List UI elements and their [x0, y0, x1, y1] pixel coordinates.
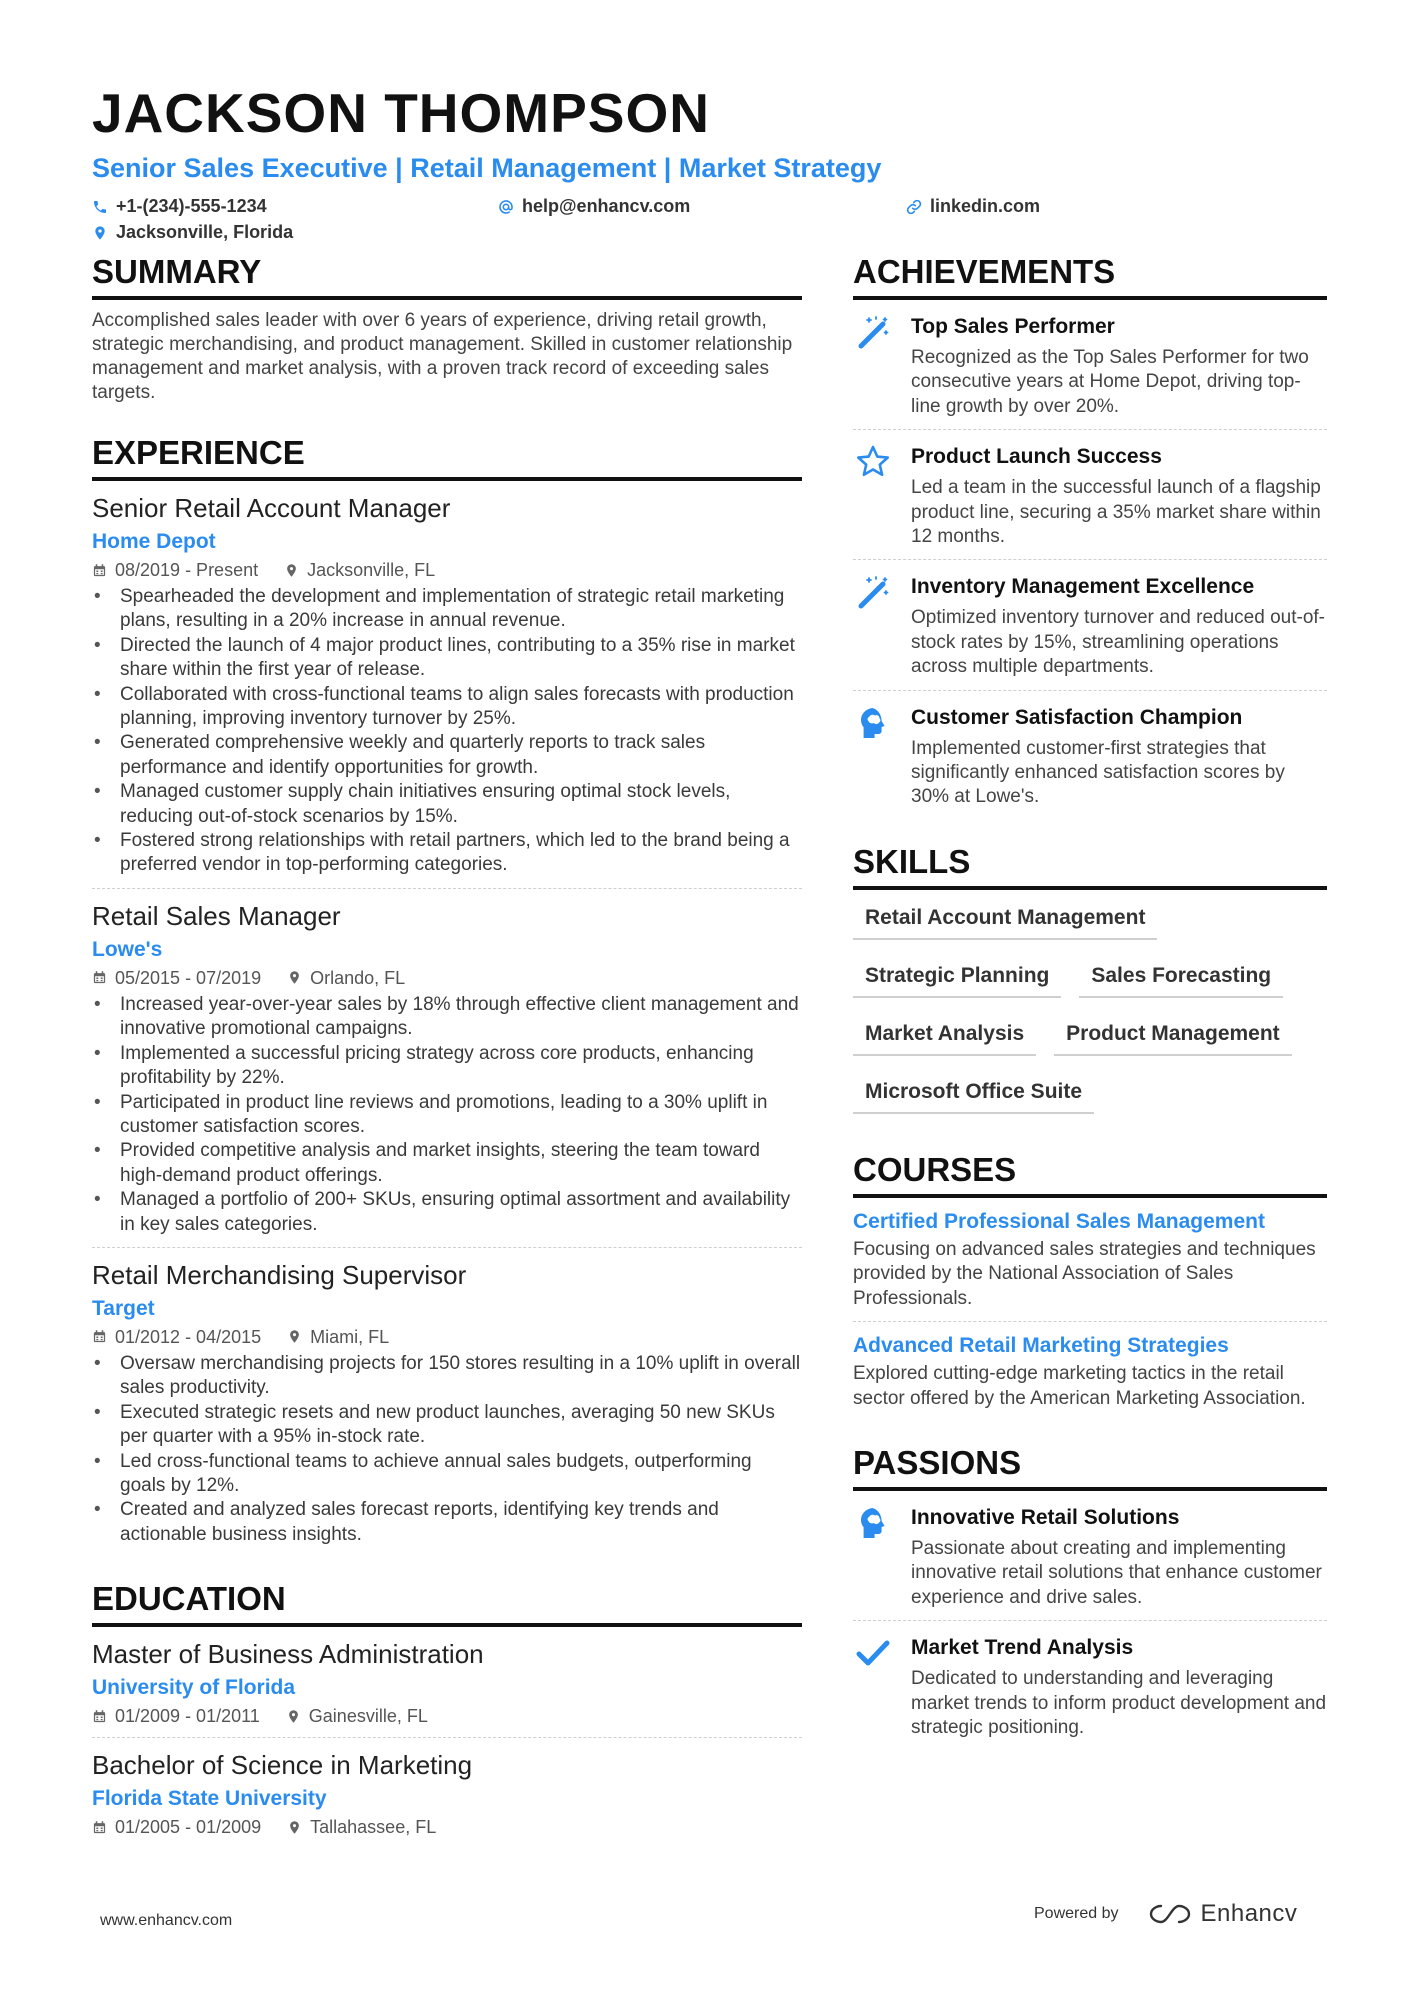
candidate-headline: Senior Sales Executive | Retail Management | Market Strategy	[92, 153, 882, 183]
checkmark-icon	[855, 1635, 891, 1671]
bullet-item: • Increased year-over-year sales by 18% through effective client management and innovative promotional campaigns.	[92, 993, 802, 1042]
linkedin-text: linkedin.com	[930, 196, 1041, 216]
contact-linkedin[interactable]	[906, 196, 1040, 217]
calendar-icon	[92, 1820, 107, 1835]
courses-section	[853, 1150, 1327, 1421]
education-meta	[92, 1814, 802, 1840]
contact-info	[92, 190, 1332, 246]
passion-desc: Dedicated to understanding and leveraging market trends to inform product development and strategic positioning.	[911, 1668, 1327, 1738]
phone-icon	[92, 199, 108, 215]
section-title-summary: SUMMARY	[92, 252, 802, 300]
job-dates: 01/2012 - 04/2015	[115, 1326, 262, 1347]
section-title-achievements: ACHIEVEMENTS	[853, 252, 1327, 300]
job-title: Retail Merchandising Supervisor	[92, 1259, 467, 1290]
bullet-item: • Implemented a successful pricing strategy across core products, enhancing profitability by 22%.	[92, 1042, 802, 1091]
job-dates: 05/2015 - 07/2019	[115, 967, 262, 988]
achievement-title: Customer Satisfaction Champion	[911, 705, 1243, 729]
calendar-icon	[92, 563, 107, 578]
job-location: Miami, FL	[310, 1326, 390, 1347]
job-bullets	[92, 585, 802, 878]
achievement-desc: Led a team in the successful launch of a flagship product line, securing a 35% market share within 12 months.	[911, 477, 1321, 548]
achievement-title: Inventory Management Excellence	[911, 575, 1255, 599]
enhancv-brand[interactable]	[1147, 1900, 1298, 1928]
job-meta	[92, 965, 802, 991]
skill-tag: Microsoft Office Suite	[853, 1070, 1094, 1114]
calendar-icon	[92, 1329, 107, 1344]
skill-tag: Retail Account Management	[853, 896, 1157, 940]
course-item	[853, 1198, 1327, 1322]
section-title-passions: PASSIONS	[853, 1443, 1327, 1491]
company-name: Lowe's	[92, 937, 163, 961]
summary-section	[92, 252, 802, 405]
email-text: help@enhancv.com	[522, 196, 691, 216]
head-brain-icon	[855, 1505, 891, 1541]
section-title-skills: SKILLS	[853, 842, 1327, 890]
degree-title: Master of Business Administration	[92, 1639, 484, 1670]
magic-wand-icon	[855, 314, 891, 350]
passion-title: Innovative Retail Solutions	[911, 1505, 1180, 1529]
job-bullets	[92, 1352, 802, 1547]
experience-entry	[92, 1248, 802, 1557]
course-title: Certified Professional Sales Management	[853, 1209, 1265, 1233]
section-title-education: EDUCATION	[92, 1579, 802, 1627]
job-title: Senior Retail Account Manager	[92, 493, 451, 523]
powered-by-label: Powered by	[1034, 1905, 1119, 1922]
location-pin-icon	[287, 970, 302, 985]
skill-tag: Product Management	[1054, 1012, 1292, 1056]
bullet-item: • Managed customer supply chain initiatives ensuring optimal stock levels, reducing out-of-stock scenarios by 15%.	[92, 780, 802, 829]
star-icon	[855, 444, 891, 480]
experience-entry	[92, 889, 802, 1248]
passion-desc: Passionate about creating and implementing innovative retail solutions that enhance customer experience and drive sales.	[911, 1537, 1322, 1608]
course-title: Advanced Retail Marketing Strategies	[853, 1334, 1229, 1358]
achievement-title: Top Sales Performer	[911, 315, 1115, 338]
bullet-item: • Directed the launch of 4 major product lines, contributing to a 35% rise in market share within the first year of release.	[92, 634, 802, 683]
experience-section	[92, 433, 802, 1557]
experience-entry	[92, 481, 802, 889]
achievement-desc: Recognized as the Top Sales Performer for two consecutive years at Home Depot, driving top-line growth by over 20%.	[911, 347, 1309, 417]
course-desc: Focusing on advanced sales strategies and techniques provided by the National Association of Sales Professionals.	[853, 1238, 1316, 1309]
footer-website[interactable]: www.enhancv.com	[100, 1912, 233, 1929]
calendar-icon	[92, 970, 107, 985]
achievement-desc: Implemented customer-first strategies that significantly enhanced satisfaction scores by 30% at Lowe's.	[911, 737, 1285, 808]
location-pin-icon	[287, 1329, 302, 1344]
passion-title: Market Trend Analysis	[911, 1636, 1134, 1660]
section-title-courses: COURSES	[853, 1150, 1327, 1198]
left-column	[92, 252, 802, 1870]
achievement-item	[853, 560, 1327, 690]
job-meta	[92, 557, 802, 583]
education-meta	[92, 1703, 802, 1729]
job-dates: 08/2019 - Present	[115, 560, 259, 580]
phone-text: +1-(234)-555-1234	[116, 196, 267, 216]
contact-location	[92, 222, 293, 243]
achievement-item	[853, 691, 1327, 820]
head-brain-icon	[855, 705, 891, 741]
education-dates: 01/2009 - 01/2011	[115, 1706, 260, 1727]
footer-branding	[1034, 1900, 1297, 1928]
job-bullets	[92, 993, 802, 1237]
bullet-item: • Collaborated with cross-functional teams to align sales forecasts with production planning, improving inventory turnover by 25%.	[92, 683, 802, 732]
bullet-item: • Participated in product line reviews and promotions, leading to a 30% uplift in customer satisfaction scores.	[92, 1091, 802, 1140]
achievement-item	[853, 300, 1327, 430]
bullet-item: • Fostered strong relationships with retail partners, which led to the brand being a preferred vendor in top-performing categories.	[92, 829, 802, 878]
location-pin-icon	[287, 1820, 302, 1835]
job-location: Orlando, FL	[310, 967, 406, 988]
at-sign-icon	[498, 199, 514, 215]
education-section	[92, 1579, 802, 1848]
location-pin-icon	[284, 563, 299, 578]
bullet-item: • Executed strategic resets and new product launches, averaging 50 new SKUs per quarter with a 95% in-stock rate.	[92, 1401, 802, 1450]
degree-title: Bachelor of Science in Marketing	[92, 1750, 473, 1781]
skills-section	[853, 842, 1327, 1128]
achievements-section	[853, 252, 1327, 820]
location-pin-icon	[286, 1709, 301, 1724]
skill-tag: Market Analysis	[853, 1012, 1036, 1056]
job-meta	[92, 1324, 802, 1350]
passion-item	[853, 1621, 1327, 1750]
passions-section	[853, 1443, 1327, 1750]
resume-header	[92, 78, 1332, 246]
bullet-item: • Led cross-functional teams to achieve annual sales budgets, outperforming goals by 12%.	[92, 1450, 802, 1499]
education-dates: 01/2005 - 01/2009	[115, 1817, 262, 1838]
passion-item	[853, 1491, 1327, 1621]
skill-tag: Sales Forecasting	[1079, 954, 1283, 998]
section-title-experience: EXPERIENCE	[92, 433, 802, 481]
right-column	[853, 252, 1327, 1772]
achievement-title: Product Launch Success	[911, 445, 1162, 469]
link-icon	[906, 199, 922, 215]
education-location: Gainesville, FL	[308, 1706, 428, 1727]
location-text: Jacksonville, Florida	[116, 222, 294, 242]
job-location: Jacksonville, FL	[307, 560, 436, 580]
calendar-icon	[92, 1709, 107, 1724]
bullet-item: • Generated comprehensive weekly and quarterly reports to track sales performance and identify opportunities for growth.	[92, 731, 802, 780]
magic-wand-icon	[855, 574, 891, 610]
bullet-item: • Created and analyzed sales forecast reports, identifying key trends and actionable business insights.	[92, 1498, 802, 1547]
achievement-desc: Optimized inventory turnover and reduced out-of-stock rates by 15%, streamlining operations across multiple departments.	[911, 607, 1325, 678]
company-name: Target	[92, 1296, 155, 1320]
job-title: Retail Sales Manager	[92, 900, 341, 931]
bullet-item: • Managed a portfolio of 200+ SKUs, ensuring optimal assortment and availability in key sales categories.	[92, 1188, 802, 1237]
school-name: Florida State University	[92, 1787, 327, 1811]
course-desc: Explored cutting-edge marketing tactics in the retail sector offered by the American Marketing Association.	[853, 1363, 1306, 1409]
education-location: Tallahassee, FL	[310, 1817, 437, 1838]
education-entry	[92, 1627, 802, 1738]
bullet-item: • Oversaw merchandising projects for 150 stores resulting in a 10% uplift in overall sales productivity.	[92, 1352, 802, 1401]
contact-phone[interactable]	[92, 196, 267, 217]
candidate-name: JACKSON THOMPSON	[92, 82, 710, 144]
summary-text: Accomplished sales leader with over 6 years of experience, driving retail growth, strategic merchandising, and product management. Skilled in customer relationship management and market analysis, with a proven track record of exceeding sales targets.	[92, 310, 793, 403]
skills-list	[853, 890, 1327, 1128]
enhancv-logo-icon	[1147, 1902, 1193, 1926]
education-entry	[92, 1738, 802, 1848]
company-name: Home Depot	[92, 530, 216, 553]
school-name: University of Florida	[92, 1676, 296, 1700]
brand-name: Enhancv	[1200, 1900, 1298, 1927]
contact-email[interactable]	[498, 196, 690, 217]
bullet-item: • Spearheaded the development and implementation of strategic retail marketing plans, resulting in a 20% increase in annual revenue.	[92, 585, 802, 634]
bullet-item: • Provided competitive analysis and market insights, steering the team toward high-demand product offerings.	[92, 1139, 802, 1188]
location-pin-icon	[92, 225, 108, 241]
course-item	[853, 1322, 1327, 1421]
achievement-item	[853, 430, 1327, 560]
skill-tag: Strategic Planning	[853, 954, 1061, 998]
